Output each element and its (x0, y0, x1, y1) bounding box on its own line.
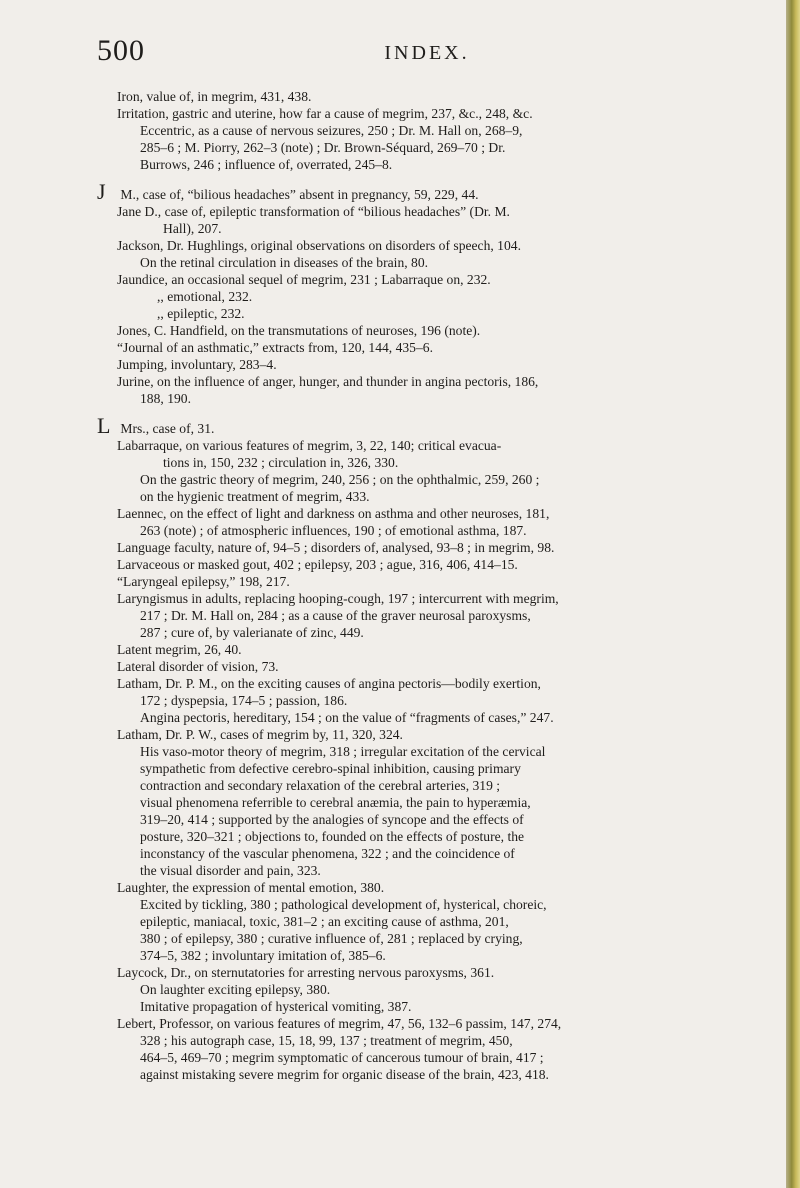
index-entry (117, 607, 777, 641)
index-entry (117, 122, 777, 173)
index-entry (117, 105, 777, 122)
index-entry (97, 179, 777, 204)
page-edge (786, 0, 800, 1188)
index-line: On laughter exciting epilepsy, 380. (140, 982, 331, 997)
index-entry (117, 1015, 777, 1032)
index-line: Labarraque, on various features of megrim, 3, 22, 140; critical evacua- (117, 438, 502, 453)
index-line: Laryngismus in adults, replacing hooping-cough, 197 ; intercurrent with megrim, (117, 591, 559, 606)
index-entry (117, 88, 777, 105)
running-title: INDEX. (384, 42, 470, 64)
index-line: ,, emotional, 232. (157, 289, 253, 304)
index-entry (117, 641, 777, 692)
index-line: Burrows, 246 ; influence of, overrated, 245–8. (140, 157, 393, 172)
index-line: Laughter, the expression of mental emotion, 380. (117, 880, 385, 895)
index-line: ,, epileptic, 232. (157, 306, 245, 321)
index-entry (97, 413, 777, 438)
index-entry (117, 879, 777, 896)
index-line: “Journal of an asthmatic,” extracts from, 120, 144, 435–6. (117, 340, 433, 355)
index-entries (97, 88, 777, 1083)
index-entry (117, 390, 777, 407)
index-line: Imitative propagation of hysterical vomiting, 387. (140, 999, 412, 1014)
index-line: Jackson, Dr. Hughlings, original observations on disorders of speech, 104. (117, 238, 521, 253)
index-line: visual phenomena referrible to cerebral anæmia, the pain to hyperæmia, (140, 795, 531, 810)
index-line: Angina pectoris, hereditary, 154 ; on the value of “fragments of cases,” 247. (140, 710, 554, 725)
index-line: 374–5, 382 ; involuntary imitation of, 385–6. (140, 948, 386, 963)
index-line: tions in, 150, 232 ; circulation in, 326, 330. (163, 455, 399, 470)
index-line-text: Mrs., case of, 31. (117, 421, 215, 436)
index-entry (117, 437, 777, 454)
index-line: 217 ; Dr. M. Hall on, 284 ; as a cause of the graver neurosal paroxysms, (140, 608, 531, 623)
index-line: Hall), 207. (163, 221, 222, 236)
index-line: 319–20, 414 ; supported by the analogies of syncope and the effects of (140, 812, 524, 827)
index-line: epileptic, maniacal, toxic, 381–2 ; an exciting cause of asthma, 201, (140, 914, 509, 929)
index-line: Jumping, involuntary, 283–4. (117, 357, 277, 372)
index-line: “Laryngeal epilepsy,” 198, 217. (117, 574, 290, 589)
index-line: On the gastric theory of megrim, 240, 256 ; on the ophthalmic, 259, 260 ; (140, 472, 540, 487)
page-number: 500 (97, 34, 145, 67)
index-line: 285–6 ; M. Piorry, 262–3 (note) ; Dr. Brown-Séquard, 269–70 ; Dr. (140, 140, 506, 155)
index-line: 287 ; cure of, by valerianate of zinc, 449. (140, 625, 364, 640)
index-line: Eccentric, as a cause of nervous seizures, 250 ; Dr. M. Hall on, 268–9, (140, 123, 523, 138)
index-line: Jane D., case of, epileptic transformation of “bilious headaches” (Dr. M. (117, 204, 510, 219)
index-line-text: M., case of, “bilious headaches” absent in pregnancy, 59, 229, 44. (117, 187, 479, 202)
index-line: Jones, C. Handfield, on the transmutations of neuroses, 196 (note). (117, 323, 481, 338)
index-entry (117, 539, 777, 607)
page-header (97, 34, 757, 74)
index-entry (117, 896, 777, 964)
index-line: on the hygienic treatment of megrim, 433. (140, 489, 370, 504)
index-line: Jurine, on the influence of anger, hunger, and thunder in angina pectoris, 186, (117, 374, 539, 389)
index-line: Iron, value of, in megrim, 431, 438. (117, 89, 312, 104)
index-line: Latham, Dr. P. M., on the exciting causes of angina pectoris—bodily exertion, (117, 676, 541, 691)
index-entry (117, 454, 777, 471)
index-line: 172 ; dyspepsia, 174–5 ; passion, 186. (140, 693, 348, 708)
index-line: Irritation, gastric and uterine, how far a cause of megrim, 237, &c., 248, &c. (117, 106, 533, 121)
index-entry (117, 203, 777, 220)
index-entry (117, 471, 777, 505)
index-entry (117, 522, 777, 539)
index-line: inconstancy of the vascular phenomena, 322 ; and the coincidence of (140, 846, 515, 861)
index-line: Latham, Dr. P. W., cases of megrim by, 11, 320, 324. (117, 727, 403, 742)
index-entry (117, 743, 777, 879)
index-entry (117, 271, 777, 288)
index-line: posture, 320–321 ; objections to, founded on the effects of posture, the (140, 829, 525, 844)
index-entry (117, 692, 777, 726)
index-entry (117, 981, 777, 1015)
section-letter: L (97, 413, 111, 438)
index-line (97, 179, 777, 204)
section-letter: J (97, 179, 106, 204)
index-line: Jaundice, an occasional sequel of megrim, 231 ; Labarraque on, 232. (117, 272, 491, 287)
index-line: Language faculty, nature of, 94–5 ; disorders of, analysed, 93–8 ; in megrim, 98. (117, 540, 555, 555)
index-line: Larvaceous or masked gout, 402 ; epilepsy, 203 ; ague, 316, 406, 414–15. (117, 557, 518, 572)
index-line: the visual disorder and pain, 323. (140, 863, 321, 878)
index-entry (117, 220, 777, 237)
index-line: Excited by tickling, 380 ; pathological development of, hysterical, choreic, (140, 897, 547, 912)
section-gap (117, 407, 777, 417)
index-entry (117, 254, 777, 271)
index-line: Laennec, on the effect of light and darkness on asthma and other neuroses, 181, (117, 506, 550, 521)
index-entry (117, 964, 777, 981)
section-gap (117, 173, 777, 183)
index-line: 380 ; of epilepsy, 380 ; curative influence of, 281 ; replaced by crying, (140, 931, 523, 946)
index-line: 328 ; his autograph case, 15, 18, 99, 137 ; treatment of megrim, 450, (140, 1033, 513, 1048)
index-line: 263 (note) ; of atmospheric influences, 190 ; of emotional asthma, 187. (140, 523, 527, 538)
index-line: against mistaking severe megrim for organic disease of the brain, 423, 418. (140, 1067, 549, 1082)
index-line: Laycock, Dr., on sternutatories for arresting nervous paroxysms, 361. (117, 965, 495, 980)
index-line: 188, 190. (140, 391, 191, 406)
index-line: Lebert, Professor, on various features of megrim, 47, 56, 132–6 passim, 147, 274, (117, 1016, 562, 1031)
index-line: sympathetic from defective cerebro-spinal inhibition, causing primary (140, 761, 521, 776)
index-line (97, 413, 777, 438)
index-entry (117, 1032, 777, 1083)
index-line: Latent megrim, 26, 40. (117, 642, 242, 657)
index-entry (117, 505, 777, 522)
index-line: Lateral disorder of vision, 73. (117, 659, 279, 674)
index-entry (117, 322, 777, 390)
index-entry (117, 237, 777, 254)
index-entry (117, 726, 777, 743)
index-line: 464–5, 469–70 ; megrim symptomatic of cancerous tumour of brain, 417 ; (140, 1050, 544, 1065)
index-line: contraction and secondary relaxation of the cerebral arteries, 319 ; (140, 778, 501, 793)
index-line: On the retinal circulation in diseases of the brain, 80. (140, 255, 429, 270)
index-line: His vaso-motor theory of megrim, 318 ; irregular excitation of the cervical (140, 744, 546, 759)
index-entry (117, 288, 777, 322)
